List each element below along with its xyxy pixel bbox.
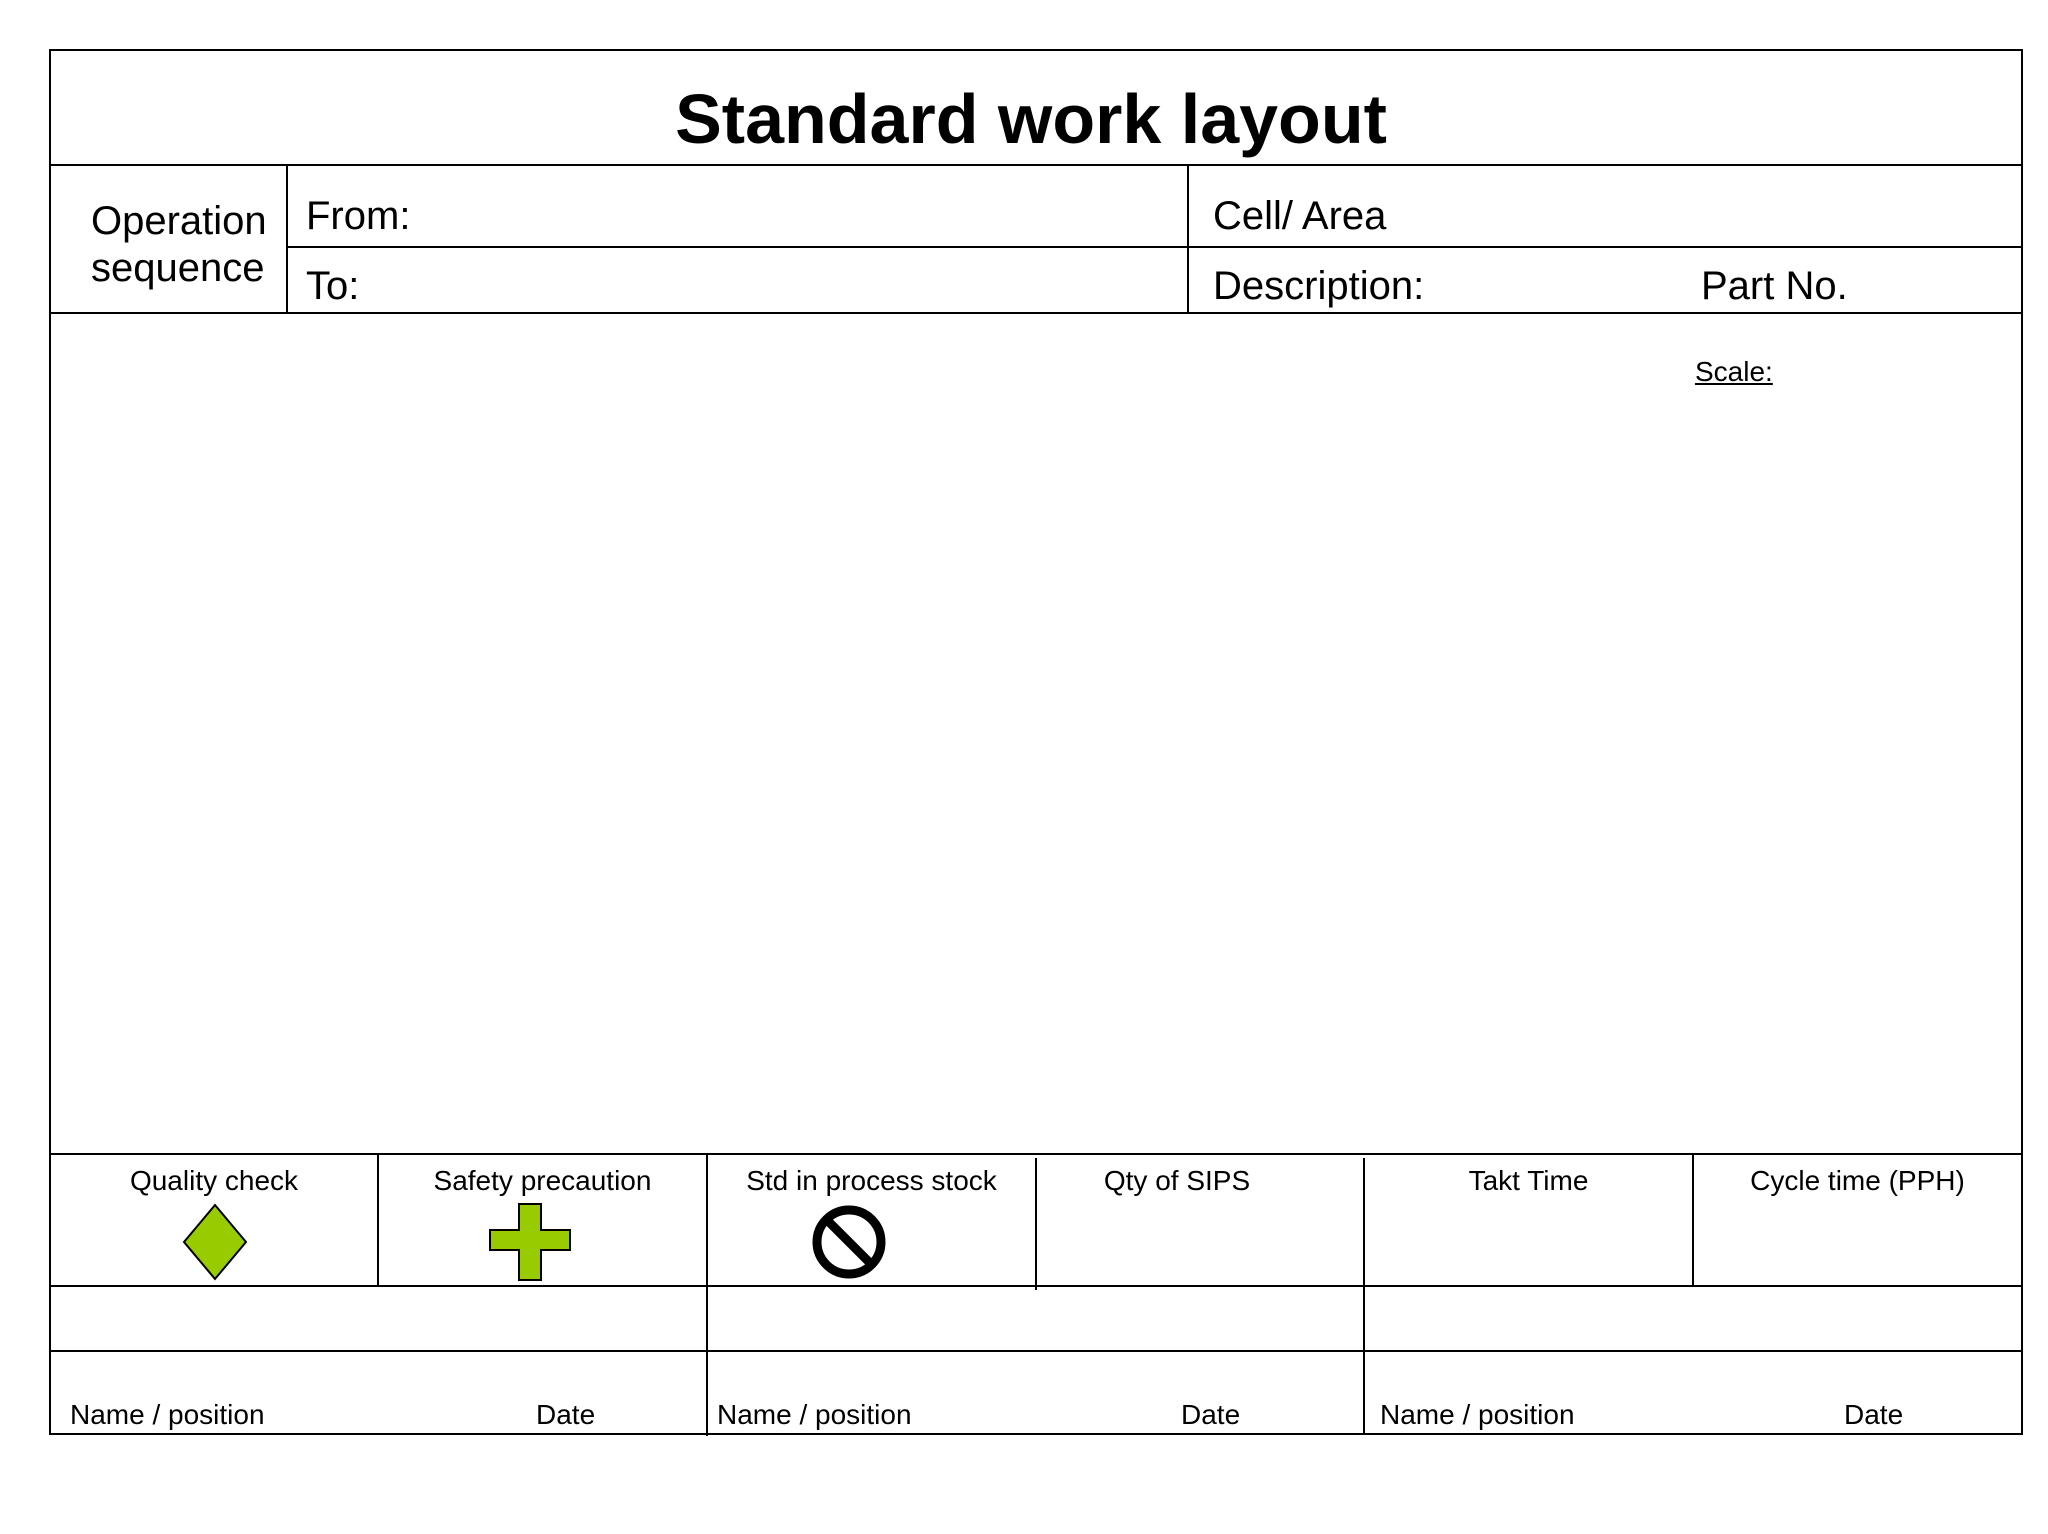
divider-title: [49, 164, 2023, 166]
divider-legend-top: [49, 1153, 2023, 1155]
signoff-1-date: Date: [536, 1399, 596, 1430]
signoff-2-name: Name / position: [717, 1399, 912, 1430]
divider-header-bottom: [49, 312, 2023, 314]
legend-qty-of-sips: Qty of SIPS: [1103, 1165, 1251, 1196]
divider-signoff: [49, 1350, 2023, 1352]
operation-sequence-line2: sequence: [91, 246, 265, 290]
legend-cycle-time: Cycle time (PPH): [1750, 1165, 1965, 1196]
legend-safety-precaution: Safety precaution: [433, 1165, 652, 1196]
divider-from-to: [287, 246, 2023, 248]
description-label: Description:: [1213, 264, 1425, 308]
signoff-1-name: Name / position: [70, 1399, 265, 1430]
signoff-3-name: Name / position: [1380, 1399, 1575, 1430]
from-label: From:: [306, 194, 411, 238]
part-no-label: Part No.: [1701, 264, 1848, 308]
divider-opseq: [286, 164, 288, 314]
cross-icon: [488, 1202, 572, 1282]
divider-legend-2: [706, 1153, 708, 1436]
scale-label: Scale:: [1695, 356, 1773, 387]
no-entry-icon: [811, 1204, 887, 1280]
diamond-icon: [180, 1203, 250, 1281]
legend-quality-check: Quality check: [129, 1165, 299, 1196]
divider-cell: [1187, 164, 1189, 314]
operation-sequence-line1: Operation: [91, 199, 267, 243]
to-label: To:: [306, 264, 360, 308]
legend-takt-time: Takt Time: [1468, 1165, 1589, 1196]
signoff-2-date: Date: [1181, 1399, 1241, 1430]
page-title: Standard work layout: [675, 80, 1387, 158]
legend-std-in-process-stock: Std in process stock: [746, 1165, 997, 1196]
divider-legend-4: [1363, 1158, 1365, 1435]
cell-area-label: Cell/ Area: [1213, 194, 1387, 238]
signoff-3-date: Date: [1844, 1399, 1904, 1430]
